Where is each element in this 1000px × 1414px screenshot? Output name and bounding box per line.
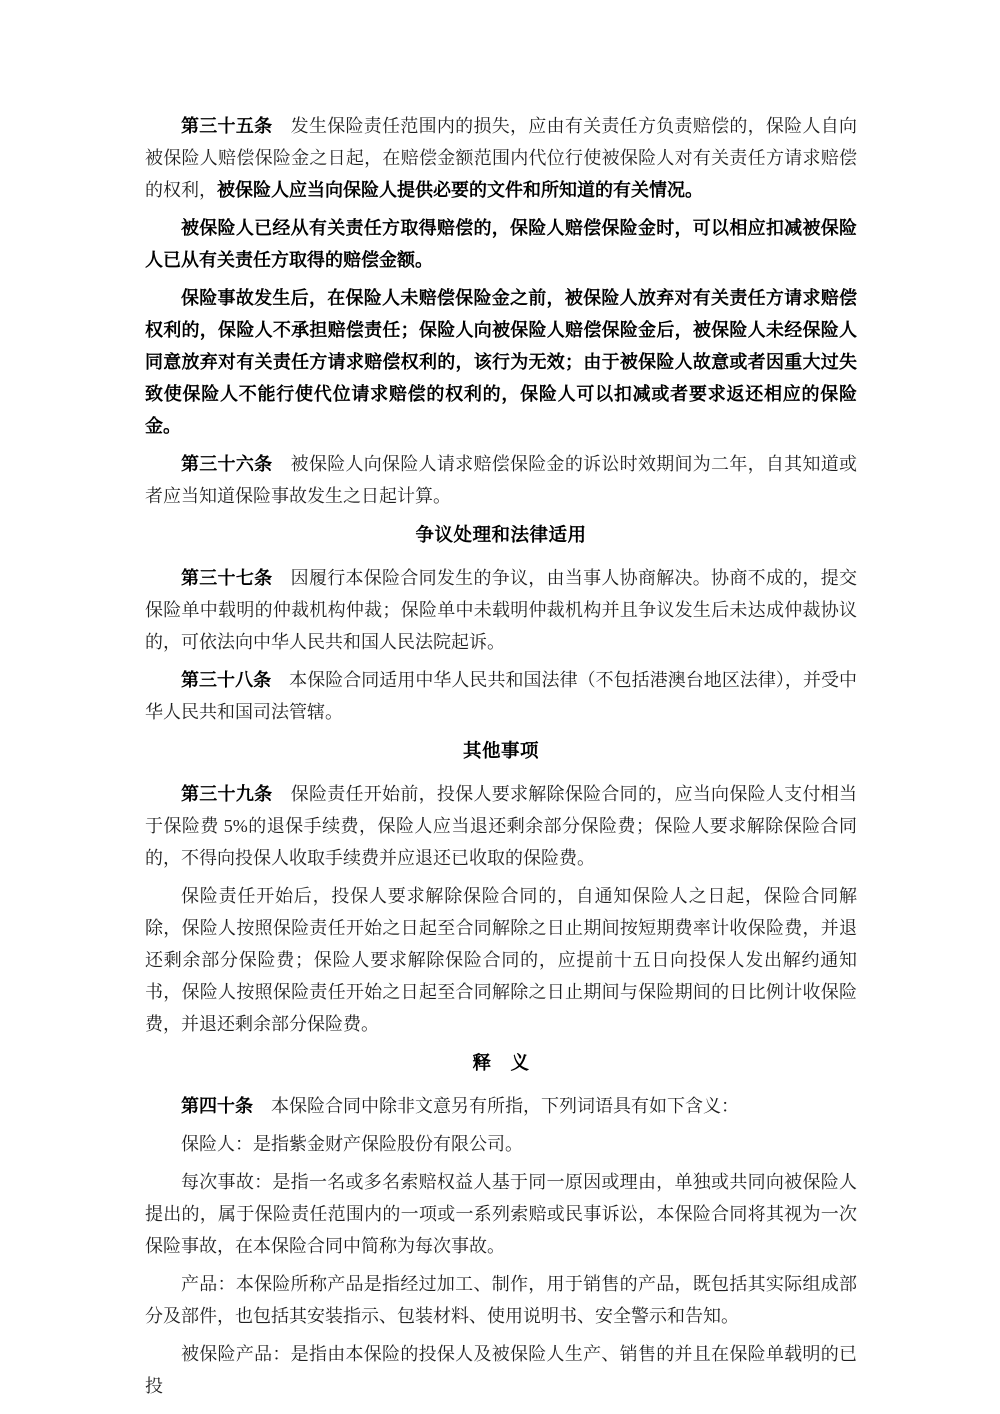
bold-text-segment: 第三十七条 (181, 568, 273, 588)
section-heading: 其他事项 (462, 742, 539, 762)
text-segment: 被保险产品：是指由本保险的投保人及被保险人生产、销售的并且在保险单载明的已投 (145, 1344, 857, 1396)
article-paragraph (145, 664, 857, 728)
document-content (145, 110, 857, 1408)
article-paragraph (145, 282, 857, 442)
text-segment: 保险人：是指紫金财产保险股份有限公司。 (181, 1134, 523, 1154)
article-paragraph (145, 1268, 857, 1332)
article-paragraph (145, 778, 857, 874)
article-paragraph (145, 1128, 857, 1160)
text-segment: 保险责任开始后，投保人要求解除保险合同的，自通知保险人之日起，保险合同解除，保险人按照保险责任开始之日起至合同解除之日止期间按短期费率计收保险费，并退还剩余部分保险费；保险人要求解除保险合同的，应提前十五日向投保人发出解约通知书，保险人按照保险责任开始之日起至合同解除之日止期间与保险期间的日比例计收保险费，并退还剩余部分保险费。 (145, 886, 857, 1034)
text-segment: 产品：本保险所称产品是指经过加工、制作，用于销售的产品，既包括其实际组成部分及部件，也包括其安装指示、包装材料、使用说明书、安全警示和告知。 (145, 1274, 857, 1326)
article-paragraph (145, 880, 857, 1040)
text-segment: 本保险合同中除非文意另有所指，下列词语具有如下含义： (253, 1096, 739, 1116)
article-paragraph (145, 1338, 857, 1402)
bold-text-segment: 被保险人已经从有关责任方取得赔偿的，保险人赔偿保险金时，可以相应扣减被保险人已从有关责任方取得的赔偿金额。 (145, 218, 857, 270)
bold-text-segment: 第四十条 (181, 1096, 253, 1116)
text-segment: 每次事故：是指一名或多名索赔权益人基于同一原因或理由，单独或共同向被保险人提出的，属于保险责任范围内的一项或一系列索赔或民事诉讼，本保险合同将其视为一次保险事故，在本保险合同中简称为每次事故。 (145, 1172, 857, 1256)
article-paragraph (145, 212, 857, 276)
bold-text-segment: 保险事故发生后，在保险人未赔偿保险金之前，被保险人放弃对有关责任方请求赔偿权利的，保险人不承担赔偿责任；保险人向被保险人赔偿保险金后，被保险人未经保险人同意放弃对有关责任方请求赔偿权利的，该行为无效；由于被保险人故意或者因重大过失致使保险人不能行使代位请求赔偿的权利的，保险人可以扣减或者要求返还相应的保险金。 (145, 288, 857, 436)
article-paragraph (145, 448, 857, 512)
bold-text-segment: 被保险人应当向保险人提供必要的文件和所知道的有关情况。 (217, 180, 703, 200)
article-paragraph (145, 110, 857, 206)
section-heading: 释 义 (472, 1054, 530, 1074)
section-heading: 争议处理和法律适用 (415, 526, 587, 546)
bold-text-segment: 第三十九条 (181, 784, 273, 804)
text-segment: 本保险合同适用中华人民共和国法律（不包括港澳台地区法律），并受中华人民共和国司法管辖。 (145, 670, 858, 722)
bold-text-segment: 第三十五条 (181, 116, 273, 136)
article-paragraph (145, 1166, 857, 1262)
bold-text-segment: 第三十六条 (181, 454, 273, 474)
text-segment: 保险责任开始前，投保人要求解除保险合同的，应当向保险人支付相当于保险费 5%的退保手续费，保险人应当退还剩余部分保险费；保险人要求解除保险合同的，不得向投保人收取手续费并应退还已收取的保险费。 (145, 784, 857, 868)
article-paragraph (145, 562, 857, 658)
text-segment: 被保险人向保险人请求赔偿保险金的诉讼时效期间为二年，自其知道或者应当知道保险事故发生之日起计算。 (145, 454, 857, 506)
bold-text-segment: 第三十八条 (181, 670, 272, 690)
text-segment: 发生保险责任范围内的损失，应由有关责任方负责赔偿的，保险人自向被保险人赔偿保险金之日起，在赔偿金额范围内代位行使被保险人对有关责任方请求赔偿的权利， (145, 116, 857, 200)
article-paragraph (145, 1090, 857, 1122)
text-segment: 因履行本保险合同发生的争议，由当事人协商解决。协商不成的，提交保险单中载明的仲裁机构仲裁；保险单中未载明仲裁机构并且争议发生后未达成仲裁协议的，可依法向中华人民共和国人民法院起诉。 (145, 568, 857, 652)
